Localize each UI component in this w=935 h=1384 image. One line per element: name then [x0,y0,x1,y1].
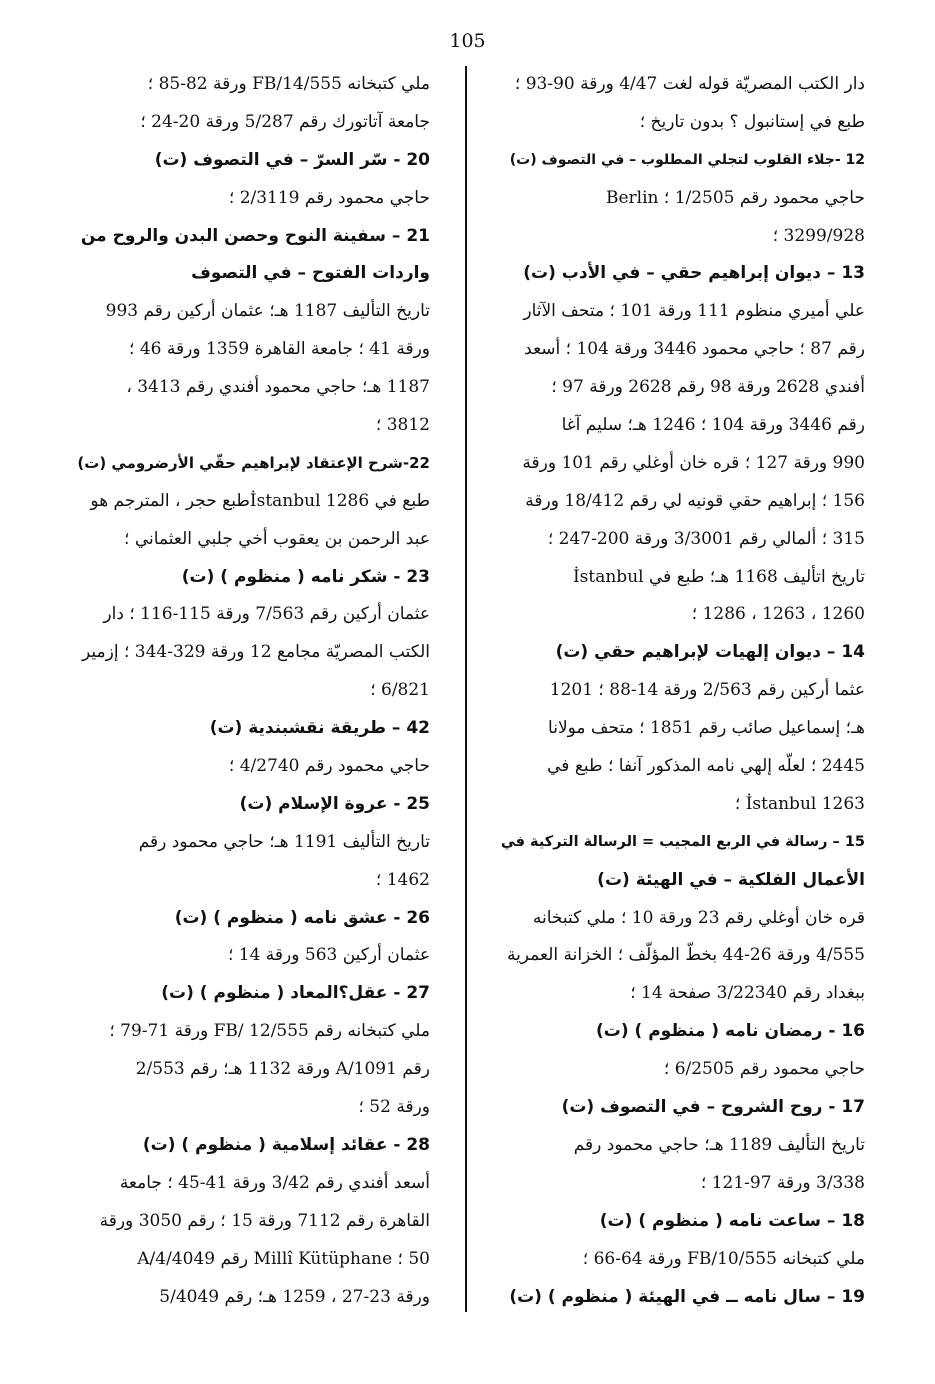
text-line: طبع في İstanbul 1286طبع حجر ، المترجم هو [90,490,430,511]
entry-heading: الأعمال الفلكية – في الهيئة (ت) [597,869,865,890]
text-line: أسعد أفندي رقم 3/42 ورقة 41-45 ؛ جامعة [119,1172,430,1193]
entry-heading: 18 – ساعت نامه ( منظوم ) (ت) [599,1210,865,1231]
text-line: ورقة 52 ؛ [358,1097,430,1118]
text-line: الكتب المصريّة مجامع 12 ورقة 329-344 ؛ إزمير [82,642,430,663]
text-line: 50 ؛ Millî Kütüphane رقم 4/4049/A [137,1248,430,1269]
entry-heading: 23 - شكر نامه ( منظوم ) (ت) [181,566,430,587]
text-line: حاجي محمود رقم 2/3119 ؛ [228,187,430,208]
entry-heading: 20 - سّر السرّ – في التصوف (ت) [154,149,430,170]
text-line: ببغداد رقم 3/22340 صفحة 14 ؛ [630,983,865,1004]
text-line: İstanbul 1263 ؛ [734,793,865,814]
entry-heading: 25 - عروة الإسلام (ت) [239,793,430,814]
text-line: تاريخ التأليف 1189 هـ؛ حاجي محمود رقم [573,1134,865,1155]
text-line: عثمان أركين 563 ورقة 14 ؛ [227,945,430,966]
text-line: 315 ؛ ألمالي رقم 3/3001 ورقة 200-247 ؛ [547,528,865,549]
entry-heading: 17 - روح الشروح – في التصوف (ت) [561,1097,865,1118]
text-line: حاجي محمود رقم 6/2505 ؛ [663,1059,865,1080]
text-line: رقم 1091/A ورقة 1132 هـ؛ رقم 2/553 [135,1059,430,1080]
text-line: ملي كتبخانه 10/555/FB ورقة 64-66 ؛ [582,1248,865,1269]
right-column [500,66,865,1316]
text-line: جامعة آتاتورك رقم 5/287 ورقة 20-24 ؛ [140,111,430,132]
text-line: رقم 3446 ورقة 104 ؛ 1246 هـ؛ سليم آغا [561,415,865,436]
text-line: حاجي محمود رقم 4/2740 ؛ [228,756,430,777]
entry-heading: 26 - عشق نامه ( منظوم ) (ت) [174,907,430,928]
text-line: تاريخ التأليف 1187 هـ؛ عثمان أركين رقم 993 [105,301,430,322]
column-divider [465,66,467,1312]
entry-heading: 13 – ديوان إبراهيم حقي – في الأدب (ت) [523,263,865,284]
text-line: 3812 ؛ [375,415,430,436]
entry-heading: 19 – سال نامه ــ في الهيئة ( منظوم ) (ت) [509,1286,865,1307]
text-line: عبد الرحمن بن يعقوب أخي جلبي العثماني ؛ [124,528,430,549]
entry-heading: 14 – ديوان إلهيات لإبراهيم حقي (ت) [555,642,865,663]
text-line: 1187 هـ؛ حاجي محمود أفندي رقم 3413 ، [126,377,430,398]
text-line: حاجي محمود رقم 1/2505 ؛ Berlin [605,187,865,208]
text-line: 1462 ؛ [375,869,430,890]
text-line: 6/821 ؛ [370,680,430,701]
entry-heading: 28 - عقائد إسلامية ( منظوم ) (ت) [142,1134,430,1155]
text-line: قره خان أوغلي رقم 23 ورقة 10 ؛ ملي كتبخانه [532,907,865,928]
text-line: 3299/928 ؛ [772,225,865,246]
text-line: القاهرة رقم 7112 ورقة 15 ؛ رقم 3050 ورقة [99,1210,430,1231]
text-line: 3/338 ورقة 97-121 ؛ [700,1172,865,1193]
text-line: أفندي 2628 ورقة 98 رقم 2628 ورقة 97 ؛ [551,377,865,398]
text-line: ملي كتبخانه رقم FB/ 12/555 ورقة 71-79 ؛ [109,1021,430,1042]
text-line: علي أميري منظوم 111 ورقة 101 ؛ متحف الآثار [523,301,865,322]
entry-heading: 15 – رسالة في الربع المجيب = الرسالة التركية في [500,833,865,850]
text-line: 2445 ؛ لعلّه إلهي نامه المذكور آنفا ؛ طبع في [547,756,865,777]
text-line: عثما أركين رقم 2/563 ورقة 14-88 ؛ 1201 [549,680,865,701]
text-line: 156 ؛ إبراهيم حقي قونيه لي رقم 18/412 ورقة [525,490,865,511]
entry-heading: 42 – طريقة نقشبندية (ت) [209,718,430,739]
entry-heading: 21 – سفينة النوح وحصن البدن والروح من [80,225,430,246]
entry-heading: 27 - عقل؟المعاد ( منظوم ) (ت) [161,983,430,1004]
page-number: 105 [449,30,486,52]
text-line: عثمان أركين رقم 7/563 ورقة 115-116 ؛ دار [103,604,430,625]
entry-heading: 22-شرح الإعتقاد لإبراهيم حقّي الأرضرومي (ت) [77,453,430,472]
text-line: هـ؛ إسماعيل صائب رقم 1851 ؛ متحف مولانا [548,718,865,739]
entry-heading: واردات الفتوح – في التصوف [191,263,430,284]
text-line: 1260 ، 1263 ، 1286 ؛ [691,604,865,625]
text-line: تاريخ اتأليف 1168 هـ؛ طبع في İstanbul [572,566,865,587]
text-line: ورقة 41 ؛ جامعة القاهرة 1359 ورقة 46 ؛ [129,339,430,360]
text-line: رقم 87 ؛ حاجي محمود 3446 ورقة 104 ؛ أسعد [524,339,865,360]
entry-heading: 12 -جلاء القلوب لتجلي المطلوب – في التصوف (ت) [509,151,865,168]
text-line: تاريخ التأليف 1191 هـ؛ حاجي محمود رقم [138,831,430,852]
text-line: ورقة 23-27 ، 1259 هـ؛ رقم 5/4049 [159,1286,430,1307]
text-line: 990 ورقة 127 ؛ قره خان أوغلي رقم 101 ورقة [522,452,865,473]
text-line: طبع في إستانبول ؟ بدون تاريخ ؛ [639,111,865,132]
left-column [70,66,430,1316]
text-line: ملي كتبخانه 14/555/FB ورقة 82-85 ؛ [147,74,430,94]
entry-heading: 16 - رمضان نامه ( منظوم ) (ت) [595,1021,865,1042]
text-line: دار الكتب المصريّة قوله لغت 4/47 ورقة 90-93 ؛ [514,74,865,94]
text-line: 4/555 ورقة 26-44 بخطّ المؤلّف ؛ الخزانة العمرية [506,945,865,966]
